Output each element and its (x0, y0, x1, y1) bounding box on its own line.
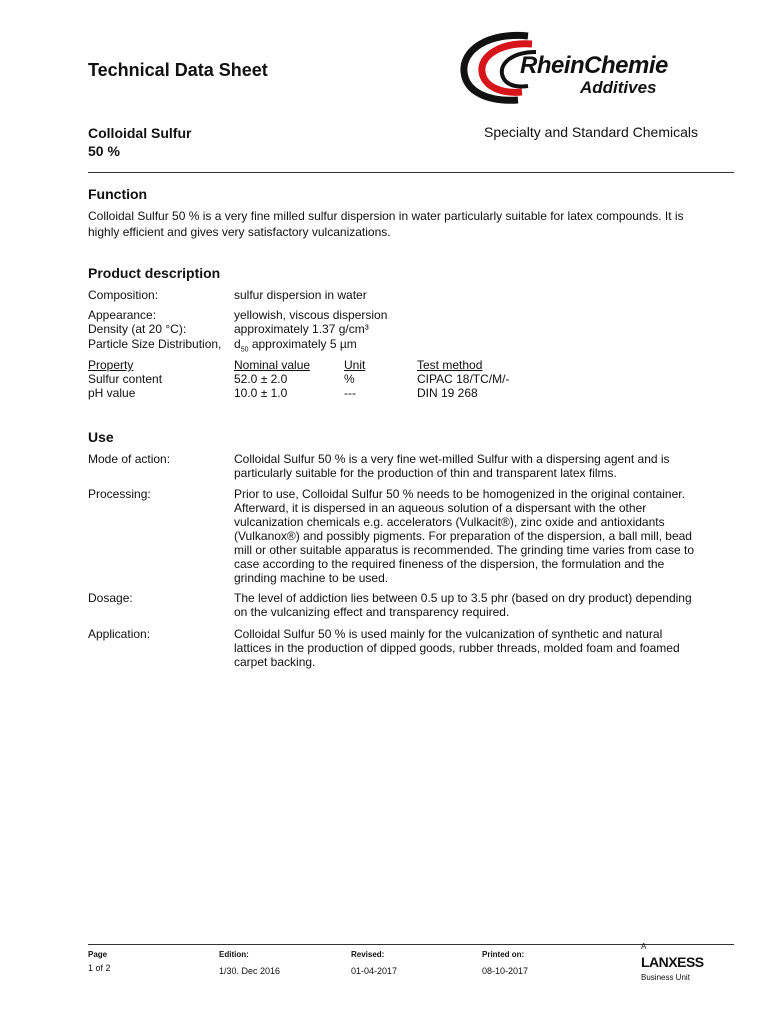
particle-size-text: approximately 5 µm (248, 337, 357, 351)
text-line: mill or other suitable apparatus is recommended. The grinding time varies from case to (234, 543, 694, 557)
footer-revised-label: Revised: (351, 950, 385, 959)
properties-table (88, 358, 734, 402)
text-line: grinding machine to be used. (234, 571, 389, 585)
footer-page-value: 1 of 2 (88, 963, 111, 973)
particle-size-label: Particle Size Distribution, (88, 337, 222, 351)
text-line: (Vulkanox®) and possibly pigments. For preparation of the dispersion, a ball mill, bead (234, 529, 692, 543)
use-item-application (88, 627, 734, 669)
table-cell: pH value (88, 386, 136, 400)
text-line: particularly suitable for the production of thin and transparent latex films. (234, 466, 617, 480)
logo-text-sub: Additives (580, 78, 657, 97)
function-heading: Function (88, 186, 148, 202)
d-subscript: 50 (240, 346, 249, 354)
table-header-test-method: Test method (417, 358, 483, 372)
lanxess-business-unit: Business Unit (641, 973, 690, 982)
appearance-value: yellowish, viscous dispersion (234, 308, 388, 322)
table-cell: 10.0 ± 1.0 (234, 386, 288, 400)
table-cell: Sulfur content (88, 372, 163, 386)
appearance-label: Appearance: (88, 308, 157, 322)
function-text (88, 208, 730, 240)
use-item-label: Dosage: (88, 591, 133, 605)
text-line: The level of addiction lies between 0.5 up to 3.5 phr (based on dry product) depending (234, 591, 692, 605)
table-cell: 52.0 ± 2.0 (234, 372, 288, 386)
product-category: Specialty and Standard Chemicals (483, 124, 698, 140)
function-text-line: highly efficient and gives very satisfactory vulcanizations. (88, 225, 391, 239)
product-name-line1: Colloidal Sulfur (88, 125, 192, 141)
function-text-line: Colloidal Sulfur 50 % is a very fine milled sulfur dispersion in water particularly suitable for latex compounds. It is (88, 209, 684, 223)
footer-page-label: Page (88, 950, 108, 959)
use-item-mode-of-action (88, 452, 734, 480)
use-item-label: Processing: (88, 487, 151, 501)
use-item-text (234, 627, 734, 669)
logo-text-main: RheinChemie (520, 52, 668, 79)
composition-value: sulfur dispersion in water (234, 288, 367, 302)
composition-label: Composition: (88, 288, 159, 302)
use-item-dosage (88, 591, 734, 619)
table-cell: CIPAC 18/TC/M/- (417, 372, 510, 386)
text-line: vulcanization chemicals e.g. accelerators (Vulkacit®), zinc oxide and antioxidants (234, 515, 665, 529)
d-symbol: d (234, 337, 241, 351)
use-item-processing (88, 487, 734, 585)
use-heading: Use (88, 429, 114, 445)
table-header-nominal: Nominal value (234, 358, 311, 372)
text-line: carpet backing. (234, 655, 316, 669)
table-cell: DIN 19 268 (417, 386, 478, 400)
footer-printed-label: Printed on: (482, 950, 525, 959)
header-divider (88, 172, 734, 173)
text-line: lattices in the production of dipped goods, rubber threads, molded foam and foamed (234, 641, 680, 655)
use-item-label: Mode of action: (88, 452, 171, 466)
footer-printed-value: 08-10-2017 (482, 966, 529, 976)
table-cell: --- (344, 386, 356, 400)
footer-divider (88, 944, 734, 945)
product-name-line2: 50 % (88, 143, 120, 159)
document-title: Technical Data Sheet (88, 60, 268, 80)
footer-revised-value: 01-04-2017 (351, 966, 398, 976)
use-item-text (234, 452, 734, 480)
table-header-property: Property (88, 358, 134, 372)
table-header-unit: Unit (344, 358, 366, 372)
text-line: Colloidal Sulfur 50 % is a very fine wet-milled Sulfur with a dispersing agent and is (234, 452, 670, 466)
text-line: on the vulcanizing effect and transparency required. (234, 605, 510, 619)
text-line: Colloidal Sulfur 50 % is used mainly for the vulcanization of synthetic and natural (234, 627, 663, 641)
text-line: case according to the required fineness of the dispersion, the formulation and the (234, 557, 665, 571)
product-description-heading: Product description (88, 265, 221, 281)
particle-size-value (234, 337, 357, 357)
product-name (88, 124, 191, 160)
text-line: Afterward, it is dispersed in an aqueous solution of a dispersant with the other (234, 501, 647, 515)
rheinchemie-logo (458, 28, 698, 108)
use-item-text (234, 487, 734, 585)
table-cell: % (344, 372, 355, 386)
lanxess-logo: LANXESS (641, 954, 704, 970)
footer-edition-value: 1/30. Dec 2016 (219, 966, 281, 976)
text-line: Prior to use, Colloidal Sulfur 50 % needs to be homogenized in the original container. (234, 487, 685, 501)
density-value: approximately 1.37 g/cm³ (234, 322, 369, 336)
density-label: Density (at 20 °C): (88, 322, 187, 336)
use-item-text (234, 591, 734, 619)
lanxess-mark: A (641, 942, 647, 951)
use-item-label: Application: (88, 627, 151, 641)
footer-edition-label: Edition: (219, 950, 249, 959)
